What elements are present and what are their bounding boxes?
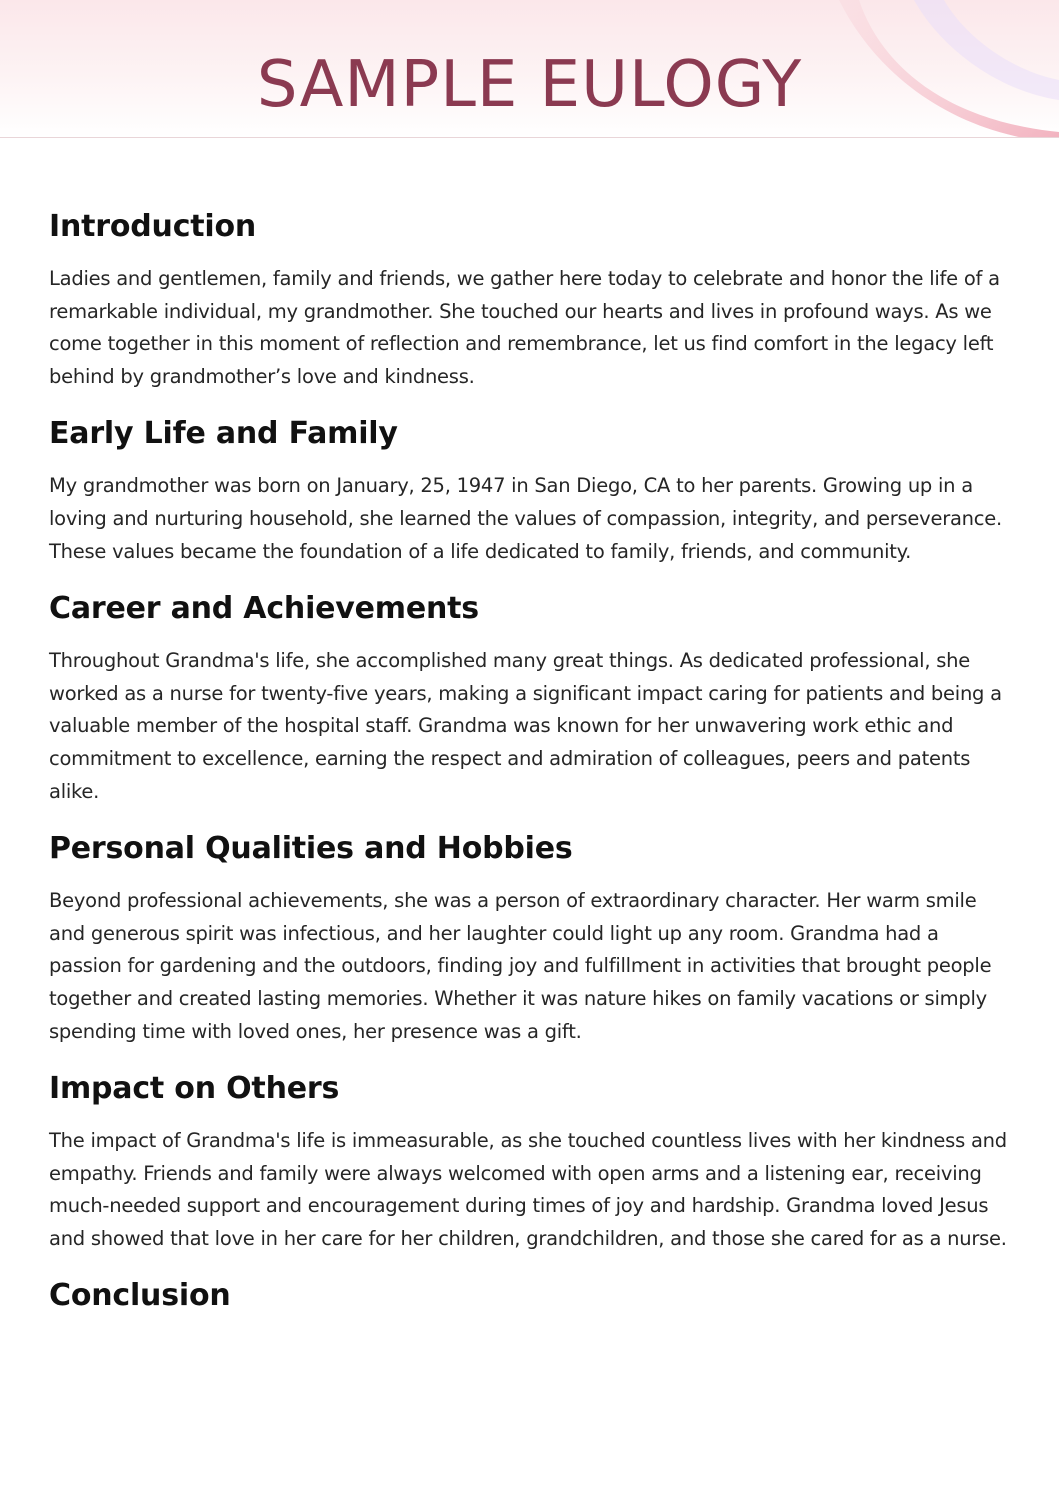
section-paragraph: The impact of Grandma's life is immeasurable, as she touched countless lives with her kindness and empathy. Friends and family were always welcomed with open arms and a listening ear, receiving much-needed support and encouragement during times of joy and hardship. Grandma loved Jesus and showed that love in her care for her children, grandchildren, and those she cared for as a nurse. [49,1129,1007,1250]
section-early-life [49,411,1014,568]
section-heading: Impact on Others [49,1071,340,1107]
section-heading: Early Life and Family [49,416,398,452]
section-heading: Career and Achievements [49,591,479,627]
section-paragraph: My grandmother was born on January, 25, 1947 in San Diego, CA to her parents. Growing up in a loving and nurturing household, she learned the values of compassion, integrity, and perseverance. These values became the foundation of a life dedicated to family, friends, and community. [49,474,1002,563]
page-header [0,0,1059,138]
section-impact [49,1066,1014,1255]
section-heading: Personal Qualities and Hobbies [49,831,573,867]
page-title: SAMPLE EULOGY [256,48,803,122]
section-introduction [49,204,1014,393]
section-career [49,586,1014,808]
section-personal-qualities [49,826,1014,1048]
section-paragraph: Throughout Grandma's life, she accomplished many great things. As dedicated professional, she worked as a nurse for twenty-five years, making a significant impact caring for patients and being a valuable member of the hospital staff. Grandma was known for her unwavering work ethic and commitment to excellence, earning the respect and admiration of colleagues, peers and patents alike. [49,649,1002,803]
section-paragraph: Beyond professional achievements, she was a person of extraordinary character. Her warm smile and generous spirit was infectious, and her laughter could light up any room. Grandma had a passion for gardening and the outdoors, finding joy and fulfillment in activities that brought people together and created lasting memories. Whether it was nature hikes on family vacations or simply spending time with loved ones, her presence was a gift. [49,889,992,1043]
section-heading: Conclusion [49,1278,231,1314]
section-heading: Introduction [49,209,257,244]
section-conclusion [49,1273,1014,1319]
section-paragraph: Ladies and gentlemen, family and friends, we gather here today to celebrate and honor the life of a remarkable individual, my grandmother. She touched our hearts and lives in profound ways. As we come together in this moment of reflection and remembrance, let us find comfort in the legacy left behind by grandmother’s love and kindness. [49,267,1000,388]
document-body [49,204,1014,1337]
